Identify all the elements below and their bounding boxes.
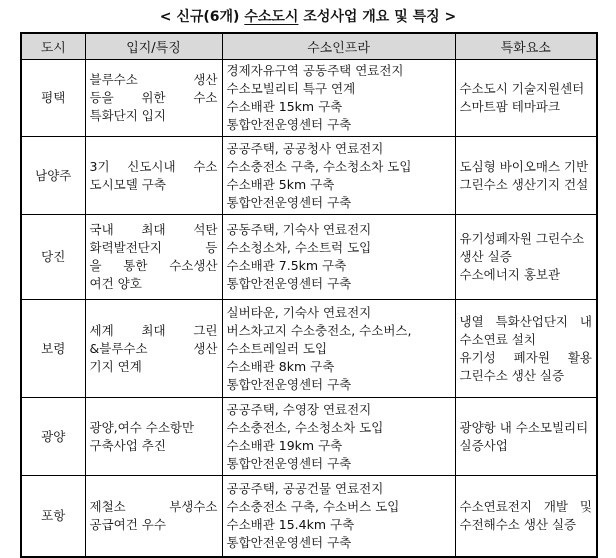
special-cell [455, 60, 597, 137]
infra-line: 수소충전소 구축, 수소버스 도입 [226, 499, 400, 514]
special-line: 광양항 내 수소모빌리티 [459, 419, 589, 435]
table-row [21, 60, 597, 137]
special-line: 수소도시 기술지원센터 [459, 81, 585, 96]
location-line: 블루수소 생산 [89, 72, 218, 87]
infra-line: 통합안전운영센터 구축 [226, 455, 352, 471]
city-cell: 당진 [21, 215, 85, 300]
city-cell: 평택 [21, 60, 85, 137]
infra-line: 통합안전운영센터 구축 [226, 117, 352, 132]
hydrogen-city-table [20, 32, 598, 558]
special-cell [455, 476, 597, 558]
infra-line: 수소배관 15km 구축 [226, 99, 343, 114]
infra-line: 수소충전소 구축, 수소청소차 도입 [226, 158, 412, 174]
special-line: 수소연료전지 개발 및 [459, 499, 592, 514]
city-cell: 남양주 [21, 137, 85, 215]
table-header-row [21, 33, 597, 60]
location-cell [85, 476, 222, 558]
location-line: 도시모델 구축 [89, 176, 166, 192]
infra-line: 공공주택, 공공건물 연료전지 [226, 481, 384, 496]
infra-line: 수소배관 19km 구축 [226, 437, 343, 453]
infra-line: 실버타운, 기숙사 연료전지 [226, 304, 372, 320]
infra-line: 수소배관 8km 구축 [226, 358, 335, 374]
infra-cell [222, 60, 455, 137]
header-location: 입지/특징 [85, 33, 222, 60]
special-line: 수전해수소 생산 실증 [459, 517, 577, 532]
location-line: &블루수소 생산 [89, 340, 218, 356]
special-line: 수소연료 설치 [459, 331, 536, 347]
infra-line: 경제자유구역 공동주택 연료전지 [226, 63, 404, 78]
table-row [21, 137, 597, 215]
infra-line: 공동주택, 기숙사 연료전지 [226, 222, 372, 237]
title-underlined: 수소도시 [244, 9, 299, 25]
location-line: 화력발전단지 등 [89, 240, 218, 255]
infra-cell [222, 476, 455, 558]
special-cell [455, 398, 597, 476]
location-line: 제철소 부생수소 [89, 499, 218, 514]
special-line: 냉열 특화산업단지 내 [459, 313, 592, 329]
infra-line: 통합안전운영센터 구축 [226, 376, 352, 392]
special-line: 유기성 폐자원 활용 [459, 349, 592, 365]
location-cell [85, 60, 222, 137]
infra-line: 수소청소차, 수소트럭 도입 [226, 240, 372, 255]
location-line: 여건 양호 [89, 276, 142, 291]
infra-line: 버스차고지 수소충전소, 수소버스, [226, 322, 412, 338]
location-line: 기지 연계 [89, 358, 142, 374]
location-line: 특화단지 입지 [89, 108, 166, 123]
location-line: 을 통한 수소생산 [89, 258, 218, 273]
city-cell: 포항 [21, 476, 85, 558]
special-cell [455, 215, 597, 300]
infra-line: 수소충전소, 수소청소차 도입 [226, 419, 384, 435]
infra-line: 통합안전운영센터 구축 [226, 535, 352, 550]
special-line: 그린수소 생산 실증 [459, 367, 565, 383]
location-cell [85, 398, 222, 476]
special-cell [455, 300, 597, 398]
table-row [21, 476, 597, 558]
infra-line: 수소배관 15.4km 구축 [226, 517, 355, 532]
table-row [21, 300, 597, 398]
infra-cell [222, 137, 455, 215]
infra-line: 수소배관 5km 구축 [226, 176, 335, 192]
location-line: 광양,여수 수소항만 [89, 419, 195, 435]
location-cell [85, 215, 222, 300]
location-line: 공급여건 우수 [89, 517, 166, 532]
special-line: 그린수소 생산기지 건설 [459, 176, 589, 192]
location-line: 3기 신도시내 수소 [89, 158, 218, 174]
special-line: 생산 실증 [459, 249, 512, 264]
city-cell: 보령 [21, 300, 85, 398]
special-cell [455, 137, 597, 215]
header-city: 도시 [21, 33, 85, 60]
infra-line: 수소트레일러 도입 [226, 340, 328, 356]
infra-line: 공공주택, 수영장 연료전지 [226, 401, 372, 417]
infra-line: 수소배관 7.5km 구축 [226, 258, 347, 273]
header-infra: 수소인프라 [222, 33, 455, 60]
title-prefix: < 신규(6개) [159, 9, 245, 25]
infra-line: 수소모빌리티 특구 연계 [226, 81, 356, 96]
location-line: 등을 위한 수소 [89, 90, 218, 105]
special-line: 스마트팜 테마파크 [459, 99, 561, 114]
special-line: 유기성폐자원 그린수소 [459, 231, 585, 246]
header-special: 특화요소 [455, 33, 597, 60]
location-cell [85, 137, 222, 215]
special-line: 수소에너지 홍보관 [459, 267, 561, 282]
infra-cell [222, 300, 455, 398]
infra-line: 공공주택, 공공청사 연료전지 [226, 140, 384, 156]
location-line: 세계 최대 그린 [89, 322, 218, 338]
location-cell [85, 300, 222, 398]
infra-cell [222, 215, 455, 300]
page-title [0, 6, 616, 26]
infra-cell [222, 398, 455, 476]
city-cell: 광양 [21, 398, 85, 476]
table-row [21, 215, 597, 300]
location-line: 구축사업 추진 [89, 437, 166, 453]
table-row [21, 398, 597, 476]
title-suffix: 조성사업 개요 및 특징 > [298, 9, 457, 25]
location-line: 국내 최대 석탄 [89, 222, 218, 237]
special-line: 실증사업 [459, 437, 508, 453]
infra-line: 통합안전운영센터 구축 [226, 194, 352, 210]
special-line: 도심형 바이오매스 기반 [459, 158, 589, 174]
infra-line: 통합안전운영센터 구축 [226, 276, 352, 291]
